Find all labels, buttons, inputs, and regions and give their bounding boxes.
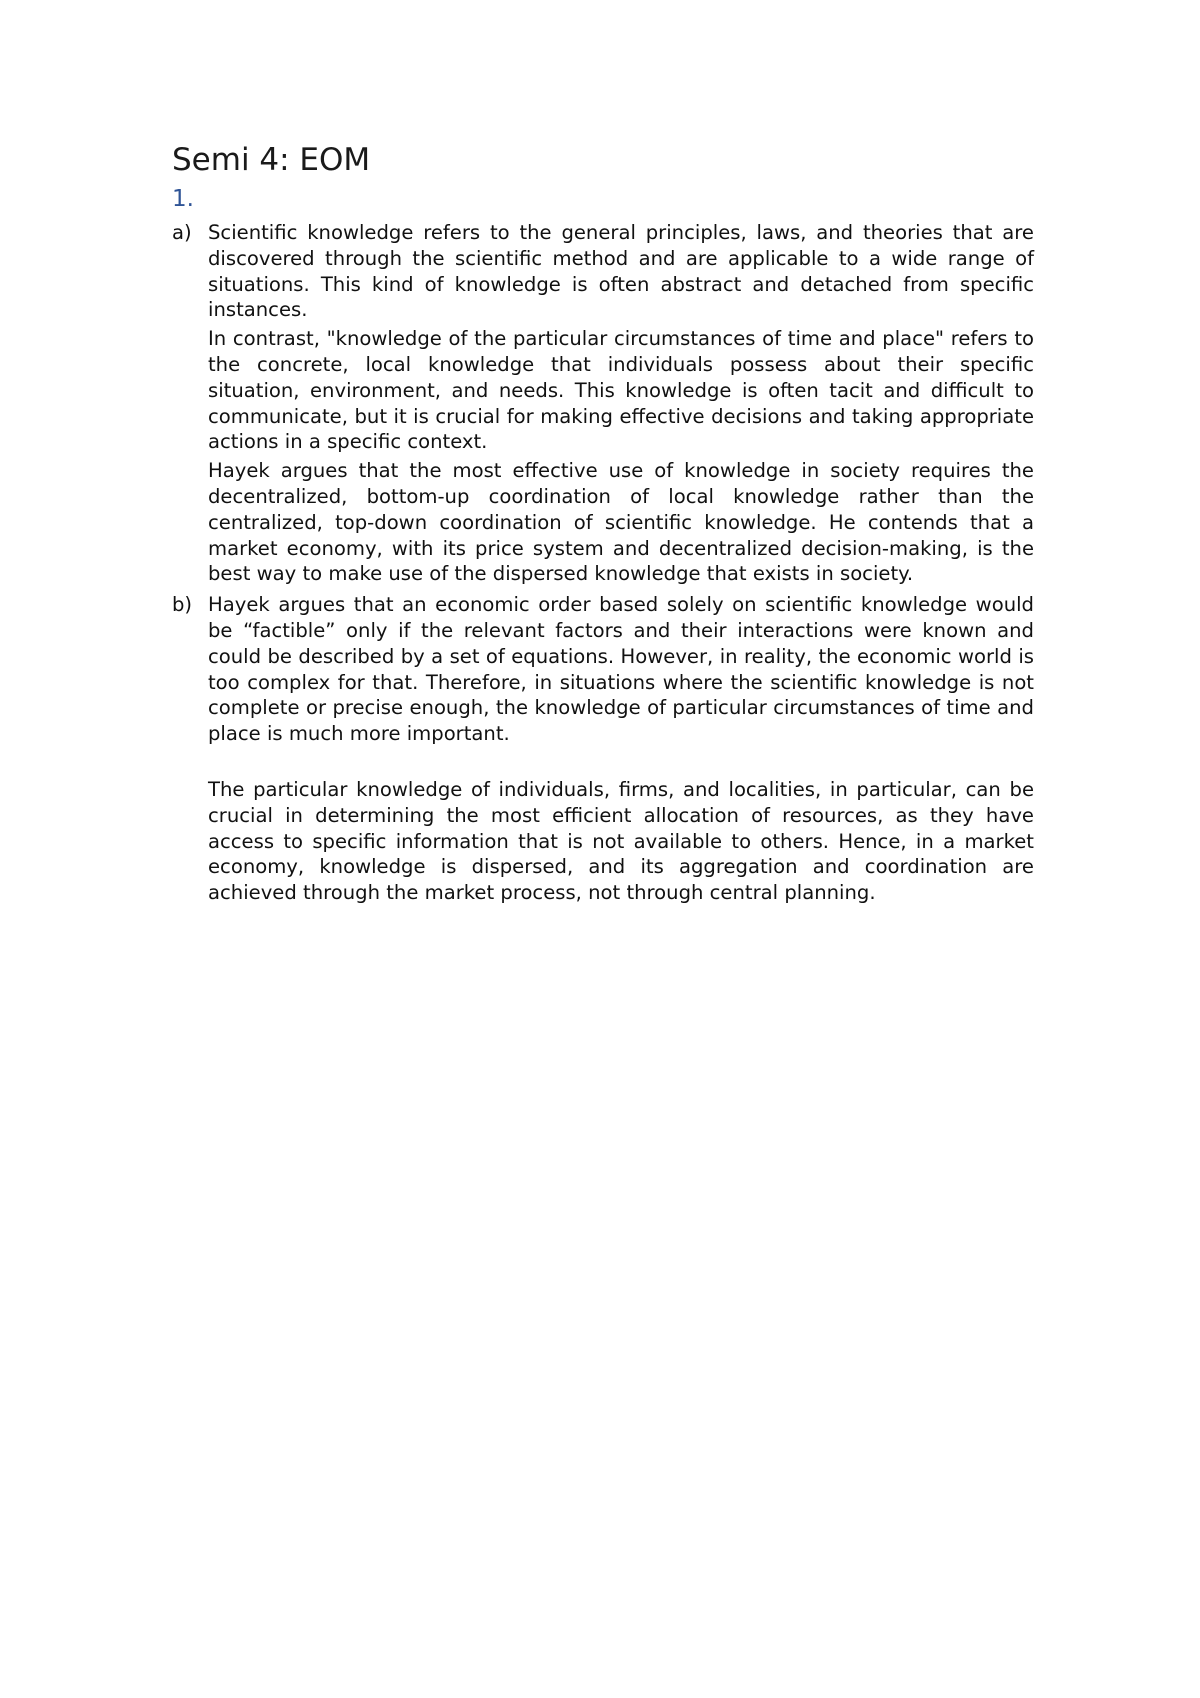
list-marker-a: a) bbox=[172, 221, 192, 244]
paragraph: In contrast, "knowledge of the particular circumstances of time and place" refers to the concrete, local knowledge that individuals possess about their specific situation, environment, and needs. This knowledge is often tacit and difficult to communicate, but it is crucial for making effective decisions and taking appropriate actions in a specific context. bbox=[208, 327, 1034, 454]
list-item-b-content bbox=[208, 592, 1034, 909]
question-number: 1. bbox=[172, 186, 194, 212]
list-item-a bbox=[172, 220, 1034, 590]
list-marker-b: b) bbox=[172, 593, 193, 617]
paragraph: Scientific knowledge refers to the general principles, laws, and theories that are discovered through the scientific method and are applicable to a wide range of situations. This kind of knowledge is often abstract and detached from specific instances. bbox=[208, 221, 1034, 322]
list-item-b bbox=[172, 592, 1034, 909]
page-title: Semi 4: EOM bbox=[172, 142, 371, 178]
paragraph: The particular knowledge of individuals, firms, and localities, in particular, can be crucial in determining the most efficient allocation of resources, as they have access to specific information that is not available to others. Hence, in a market economy, knowledge is dispersed, and its aggregation and coordination are achieved through the market process, not through central planning. bbox=[208, 777, 1034, 905]
list-item-a-content bbox=[208, 220, 1034, 590]
document-body bbox=[172, 220, 1034, 909]
paragraph: Hayek argues that the most effective use of knowledge in society requires the decentralized, bottom-up coordination of local knowledge rather than the centralized, top-down coordination of scientific knowledge. He contends that a market economy, with its price system and decentralized decision-making, is the best way to make use of the dispersed knowledge that exists in society. bbox=[208, 459, 1034, 586]
paragraph: Hayek argues that an economic order based solely on scientific knowledge would be “factible” only if the relevant factors and their interactions were known and could be described by a set of equations. However, in reality, the economic world is too complex for that. Therefore, in situations where the scientific knowledge is not complete or precise enough, the knowledge of particular circumstances of time and place is much more important. bbox=[208, 593, 1034, 746]
